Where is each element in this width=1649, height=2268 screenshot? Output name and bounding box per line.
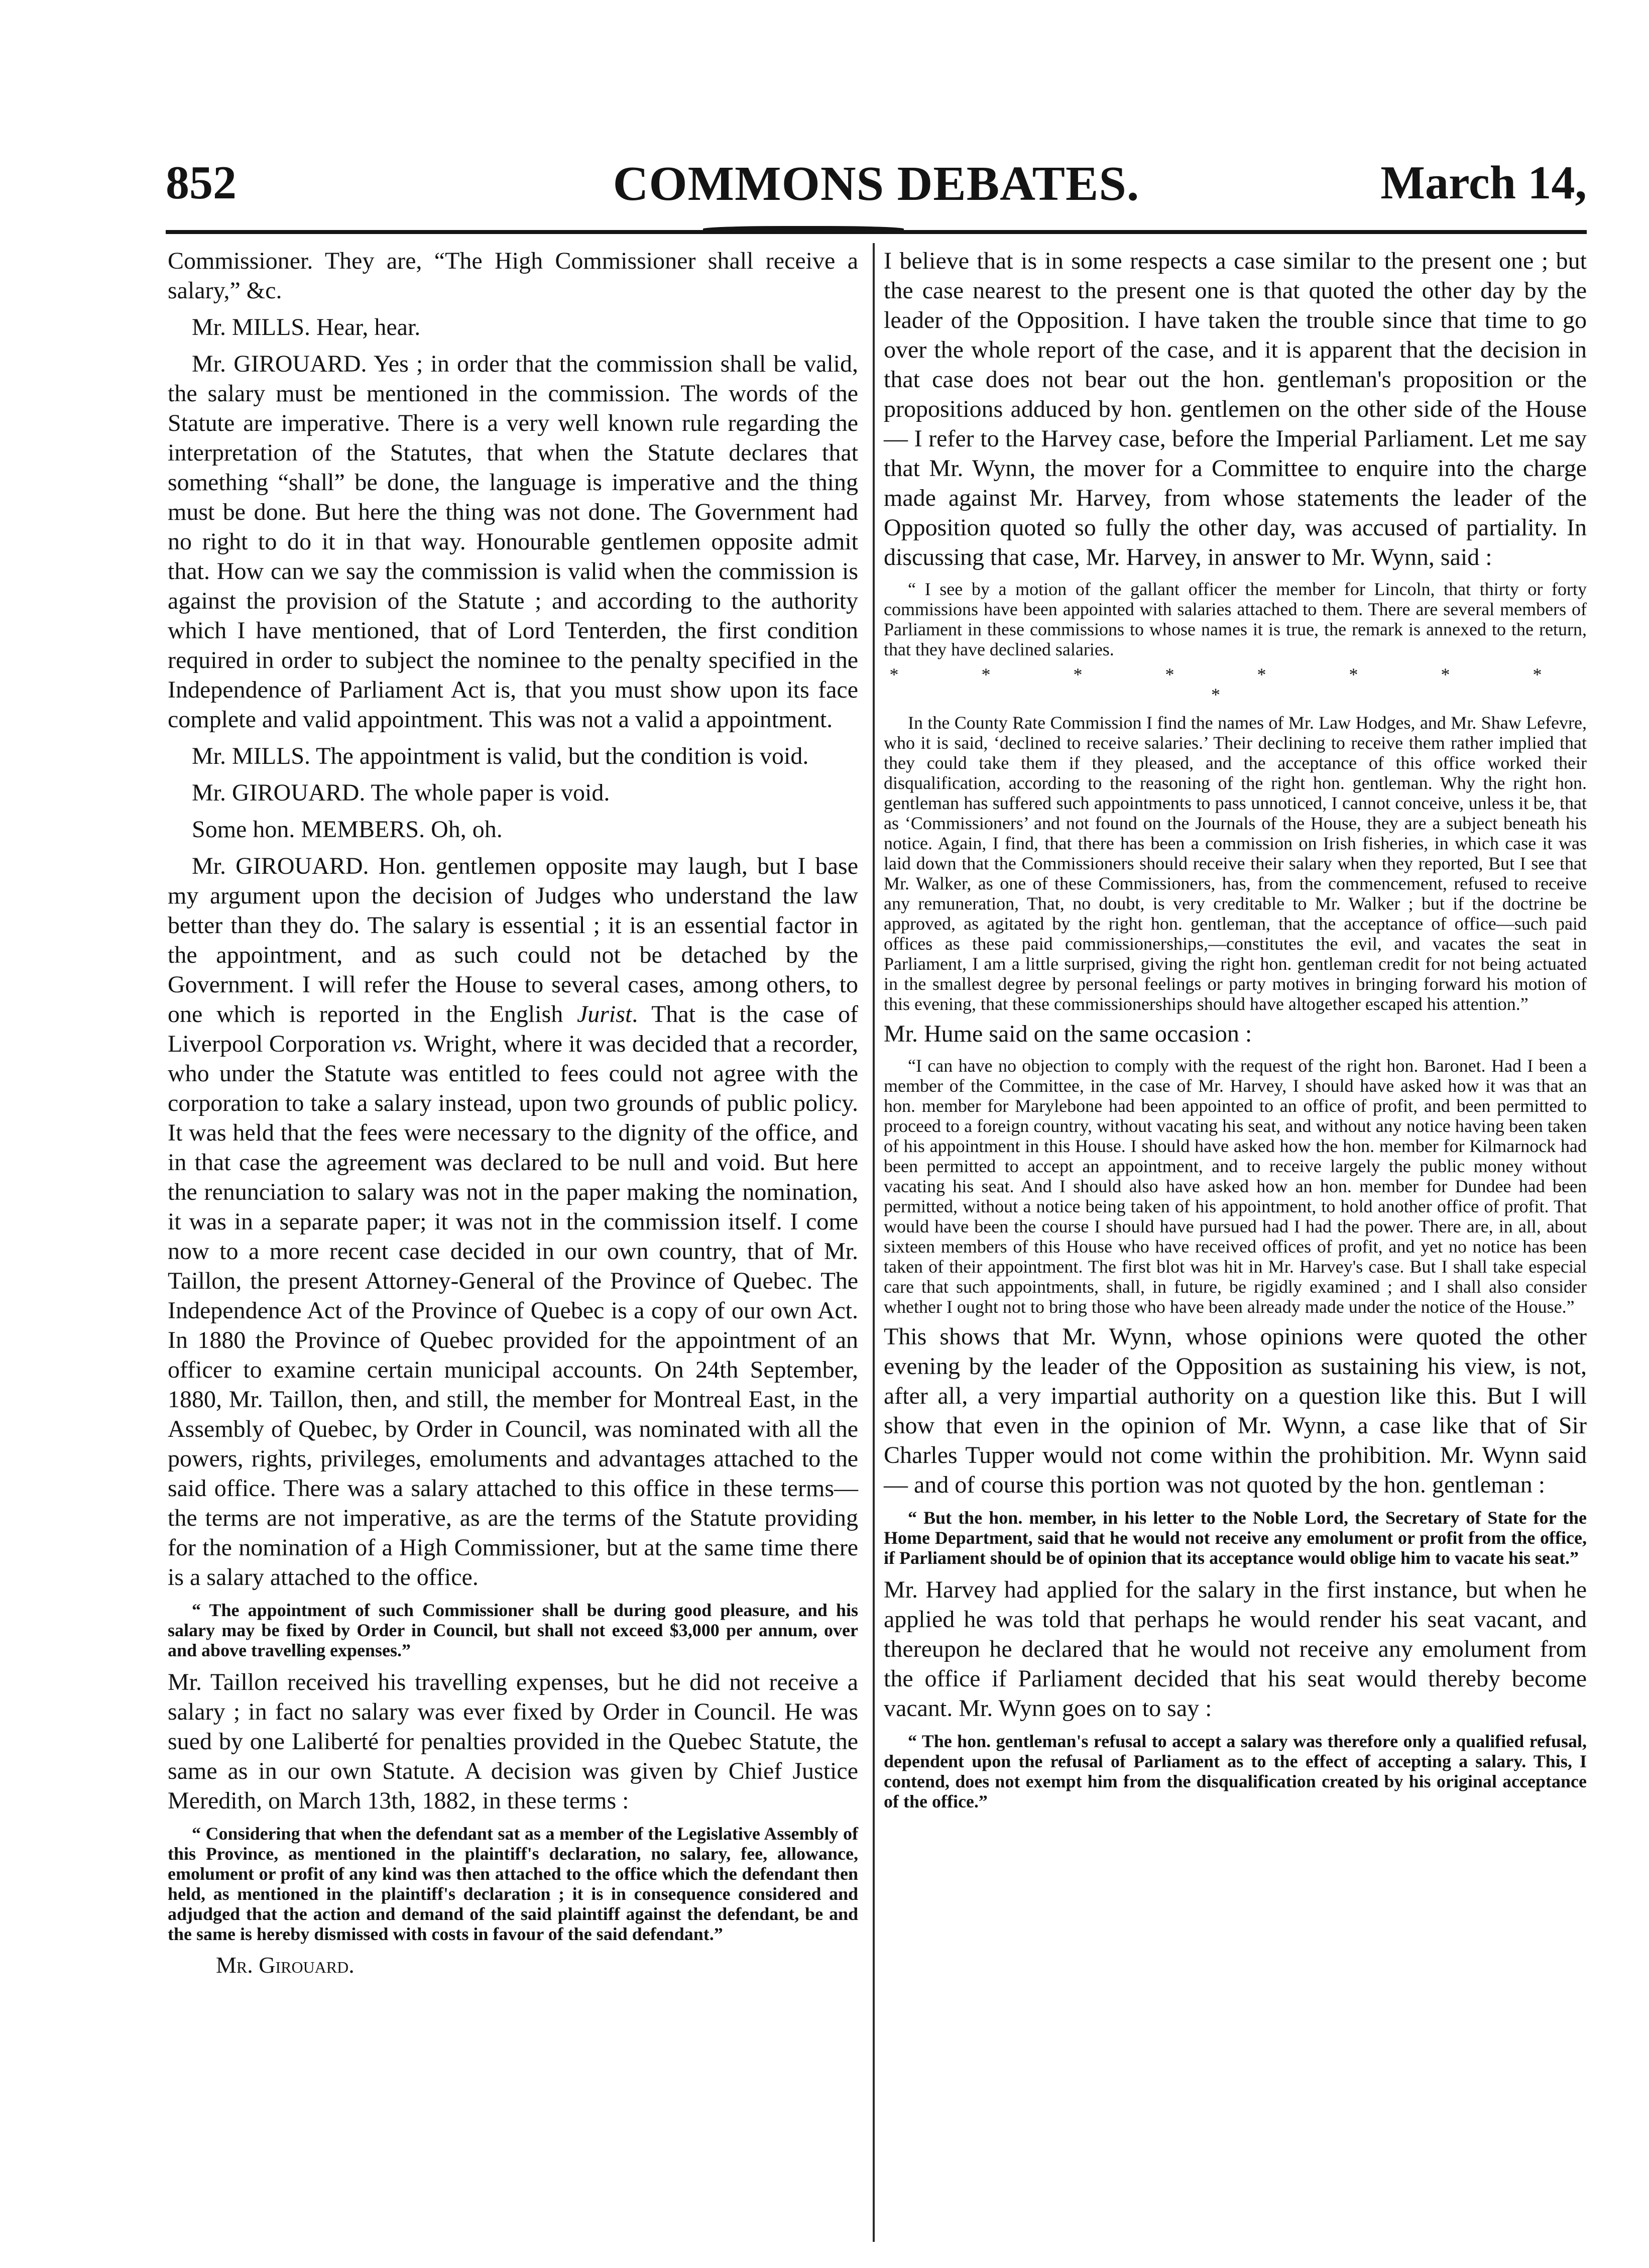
paragraph: Mr. Taillon received his travelling expenses, but he did not receive a salary ; in fact no salary was ever fixed by Order in Council. He was sued by one Laliberté for penalties provided in the Quebec Statute, the same as in our own Statute. A decision was given by Chief Justice Meredith, on March 13th, 1882, in these terms : <box>168 1669 858 1814</box>
column-divider <box>873 243 875 2242</box>
block-quote: “ I see by a motion of the gallant officer the member for Lincoln, that thirty or forty commissions have been appointed with salaries attached to them. There are several members of Parliament in these commissions to whose names it is true, the remark is annexed to the return, that they have declined salaries. <box>884 579 1587 659</box>
block-quote: “I can have no objection to comply with the request of the right hon. Baronet. Had I been a member of the Committee, in the case of Mr. Harvey, I should have asked how it was that an hon. member for Marylebone had been appointed to an office of profit, and been permitted to proceed to a foreign country, without vacating his seat, and without any notice having been taken of his appointment in this House. I should have asked how the hon. member for Kilmarnock had been permitted to accept an appointment, and to receive largely the public money without vacating his seat. And I should also have asked how an hon. member for Dundee had been permitted, without a notice being taken of his appointment, to hold another office of profit. That would have been the course I should have pursued had I had the power. There are, in all, about sixteen members of this House who have received offices of profit, and yet no notice has been taken of their appointment. The first blot was hit in Mr. Harvey's case. But I shall take especial care that such appointments, shall, in future, be rigidly examined ; and I shall also consider whether I ought not to bring those who have been already made under the notice of the House.” <box>884 1056 1587 1317</box>
paragraph: Mr. GIROUARD. The whole paper is void. <box>192 779 610 806</box>
header-rule-ornament <box>703 226 904 233</box>
paragraph: This shows that Mr. Wynn, whose opinions were quoted the other evening by the leader of the Opposition as sustaining his view, is not, after all, a very impartial authority on a question like this. But I will show that even in the opinion of Mr. Wynn, a case like that of Sir Charles Tupper would not come within the prohibition. Mr. Wynn said— and of course this portion was not quoted by the hon. gentleman : <box>884 1323 1587 1498</box>
block-quote: In the County Rate Commission I find the names of Mr. Law Hodges, and Mr. Shaw Lefevre, who it is said, ‘declined to receive salaries.’ Their declining to receive them rather implied that they could take them if they pleased, and the acceptance of this office worked their disqualification, according to the reasoning of the right hon. gentleman. Why the right hon. gentleman has suffered such appointments to pass unnoticed, I cannot conceive, unless it be, that as ‘Commissioners’ and not found on the Journals of the House, they are a subject beneath his notice. Again, I find, that there has been a commission on Irish fisheries, in which case it was laid down that the Commissioners should receive their salary when they reported, But I see that Mr. Walker, as one of these Commissioners, has, from the commencement, refused to receive any remuneration, That, no doubt, is very creditable to Mr. Walker ; but if the doctrine be approved, as agitated by the right hon. gentleman, that the acceptance of office—such paid offices as these paid commissionerships,—constitutes the evil, and vacates the seat in Parliament, I am a little surprised, giving the right hon. gentleman credit for not being actuated in the smallest degree by personal feelings or party motives in bringing forward his motion of this evening, that these commissionerships should have altogether escaped his attention.” <box>884 713 1587 1014</box>
block-quote: “ The appointment of such Commissioner shall be during good pleasure, and his salary may be fixed by Order in Council, but shall not exceed $3,000 per annum, over and above travelling expenses.” <box>168 1600 858 1660</box>
paragraph: Mr. Hume said on the same occasion : <box>884 1020 1252 1047</box>
right-column <box>884 246 1587 1819</box>
paragraph: I believe that is in some respects a case similar to the present one ; but the case nearest to the present one is that quoted the other day by the leader of the Opposition. I have taken the trouble since that time to go over the whole report of the case, and it is apparent that the decision in that case does not bear out the hon. gentleman's proposition or the propositions adduced by hon. gentlemen on the other side of the House— I refer to the Harvey case, before the Imperial Parliament. Let me say that Mr. Wynn, the mover for a Committee to enquire into the charge made against Mr. Harvey, from whose statements the leader of the Opposition quoted so fully the other day, was accused of partiality. In discussing that case, Mr. Harvey, in answer to Mr. Wynn, said : <box>884 248 1587 571</box>
text-run: Wright, where it was decided that a recorder, who under the Statute was entitled to fees could not agree with the corporation to take a salary instead, upon two grounds of public policy. It was held that the fees were necessary to the dignity of the office, and in that case the agreement was declared to be null and void. But here the renunciation to salary was not in the paper making the nomination, it was in a separate paper; it was not in the commission itself. I come now to a more recent case decided in our own country, that of Mr. Taillon, the present Attorney-General of the Province of Quebec. The Independence Act of the Province of Quebec is a copy of our own Act. In 1880 the Province of Quebec provided for the appointment of an officer to examine certain municipal accounts. On 24th September, 1880, Mr. Taillon, then, and still, the member for Montreal East, in the Assembly of Quebec, by Order in Council, was nominated with all the powers, rights, privileges, emoluments and advantages attached to the said office. There was a salary attached to this office in these terms—the terms are not imperative, as are the terms of the Statute providing for the nomination of a High Commissioner, but at the same time there is a salary attached to the office. <box>168 1031 858 1591</box>
block-quote: “ Considering that when the defendant sat as a member of the Legislative Assembly of this Province, as mentioned in the plaintiff's declaration, no salary, fee, allowance, emolument or profit of any kind was then attached to the office which the defendant then held, as mentioned in the plaintiff's declaration ; it is in consequence considered and adjudged that the action and demand of the said plaintiff against the defendant, be and the same is hereby dismissed with costs in favour of the said defendant.” <box>168 1824 858 1944</box>
italic-run: Jurist <box>576 1001 632 1028</box>
asterisk-break: * * * * * * * * * <box>889 664 1581 705</box>
paragraph: Mr. MILLS. The appointment is valid, but the condition is void. <box>192 743 809 769</box>
left-column <box>168 246 858 1979</box>
paragraph: Mr. Harvey had applied for the salary in the first instance, but when he applied he was told that perhaps he would render his seat vacant, and thereupon he declared that he would not receive any emolument from the office if Parliament decided that his seat would thereby become vacant. Mr. Wynn goes on to say : <box>884 1576 1587 1722</box>
text-run: Mr. GIROUARD. Hon. gentlemen opposite may laugh, but I base my argument upon the decision of Judges who understand the law better than they do. The salary is essential ; it is an essential factor in the appointment, and as such could not be detached by the Government. I will refer the House to several cases, among others, to one which is reported in the English <box>168 853 858 1028</box>
block-quote: “ The hon. gentleman's refusal to accept a salary was therefore only a qualified refusal, dependent upon the refusal of Parliament as to the effect of accepting a salary. This, I contend, does not exempt him from the disqualification created by his original acceptance of the office.” <box>884 1731 1587 1811</box>
paragraph: Some hon. MEMBERS. Oh, oh. <box>192 816 503 843</box>
page-date: March 14, <box>1380 157 1587 209</box>
text-run: . That is the case of Liverpool Corporation <box>168 1001 859 1057</box>
paragraph: Commissioner. They are, “The High Commissioner shall receive a salary,” &c. <box>168 248 858 304</box>
page-number: 852 <box>166 157 237 209</box>
paragraph <box>168 851 858 1592</box>
paragraph: Mr. MILLS. Hear, hear. <box>192 314 421 341</box>
italic-run: vs. <box>392 1031 418 1057</box>
paragraph: Mr. GIROUARD. Yes ; in order that the commission shall be valid, the salary must be mentioned in the commission. The words of the Statute are imperative. There is a very well known rule regarding the interpretation of the Statutes, that when the Statute declares that something “shall” be done, the language is imperative and the thing must be done. But here the thing was not done. The Government had no right to do it in that way. Honourable gentlemen opposite admit that. How can we say the commission is valid when the commission is against the provision of the Statute ; and according to the authority which I have mentioned, that of Lord Tenterden, the first condition required in order to subject the nominee to the penalty specified in the Independence of Parliament Act is, that you must show upon its face complete and valid appointment. This was not a valid a appointment. <box>168 351 858 733</box>
speaker-signature: Mr. Girouard. <box>216 1952 355 1978</box>
block-quote: “ But the hon. member, in his letter to the Noble Lord, the Secretary of State for the Home Department, said that he would not receive any emolument or profit from the office, if Parliament should be of opinion that its acceptance would oblige him to vacate his seat.” <box>884 1508 1587 1568</box>
page-header <box>166 151 1587 226</box>
page-title: COMMONS DEBATES. <box>613 157 1140 211</box>
